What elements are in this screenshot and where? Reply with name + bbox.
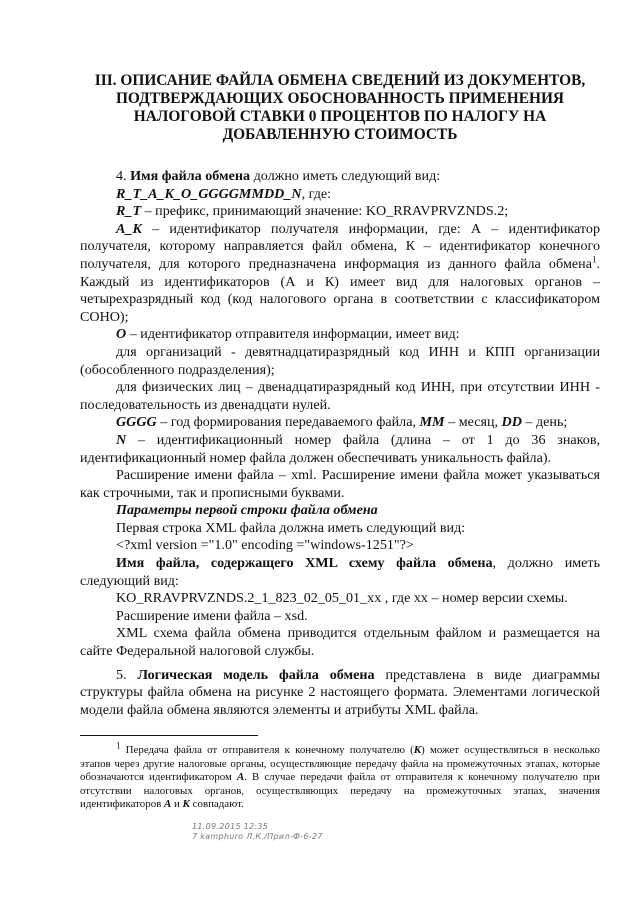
- xml-declaration: <?xml version ="1.0" encoding ="windows-1251"?>: [116, 537, 414, 554]
- text: совпадают.: [189, 798, 244, 811]
- code-term: N: [116, 431, 127, 448]
- paragraph-extension: Расширение имени файла – xml. Расширение имени файла может указываться как строчными, так и прописными буквами.: [80, 467, 600, 501]
- text: – день;: [521, 414, 568, 431]
- code-term: R_T: [116, 203, 142, 220]
- text: Передача файла от отправителя к конечному получателю (: [120, 744, 414, 757]
- footnote-reference[interactable]: 1: [591, 254, 597, 265]
- paragraph-first-line: Первая строка XML файла должна иметь следующий вид:: [116, 519, 466, 536]
- paragraph-prefix: [80, 203, 600, 221]
- print-stamp: [192, 822, 600, 842]
- paragraph-schema-file: KO_RRAVPRVZNDS.2_1_823_02_05_01_xx , где хх – номер версии схемы.: [116, 590, 568, 607]
- bold-term: Имя файла обмена: [130, 168, 251, 184]
- paragraph-schema-location: XML схема файла обмена приводится отдельным файлом и размещается на сайте Федеральной налоговой службы.: [80, 625, 600, 660]
- paragraph-individuals: для физических лиц – двенадцатиразрядный код ИНН, при отсутствии ИНН - последовательность из двенадцати нулей.: [80, 379, 600, 413]
- footnote-separator: [80, 735, 258, 736]
- text: – идентификатор получателя информации, где: А – идентификатор получателя, которому направляется файл обмена, К – идентификатор конечного получателя, для которого предназначена информация из данного файла обмена: [80, 220, 600, 272]
- footnote-area: [80, 735, 600, 812]
- bold-term: Имя файла, содержащего XML схему файла обмена: [116, 555, 493, 572]
- stamp-path: 7 kamphuro Л.К./Прил-Ф-6-27: [192, 831, 323, 841]
- code-term: A_K: [116, 220, 142, 237]
- paragraph-file-number: [80, 432, 600, 467]
- text: – месяц,: [444, 414, 502, 431]
- item-number: 5.: [116, 666, 138, 683]
- text: . В случае передачи файла от отправителя к конечному получателю при отсутствии налоговых органов, осуществляющих передачу на промежуточных этапах, значения идентификаторов: [80, 771, 601, 811]
- paragraph-file-pattern: [80, 186, 600, 204]
- text: должно иметь следующий вид:: [250, 168, 441, 184]
- code-term: А: [164, 798, 172, 811]
- code-term: DD: [501, 414, 522, 431]
- paragraph-file-name: [80, 168, 600, 186]
- code-term: К: [413, 744, 422, 757]
- text: – идентификационный номер файла (длина – от 1 до 36 знаков, идентификационный номер файла должен обеспечивать уникальность файла).: [80, 431, 600, 466]
- section-title: III. ОПИСАНИЕ ФАЙЛА ОБМЕНА СВЕДЕНИЙ ИЗ ДОКУМЕНТОВ, ПОДТВЕРЖДАЮЩИХ ОБОСНОВАННОСТЬ ПРИМЕНЕНИЯ НАЛОГОВОЙ СТАВКИ 0 ПРОЦЕНТОВ ПО НАЛОГУ НА ДОБАВЛЕННУЮ СТОИМОСТЬ: [94, 72, 586, 143]
- footnote: [80, 740, 601, 812]
- text: представлена в виде диаграммы структуры файла обмена на рисунке 2 настоящего формата. Элементами логической модели файла обмена являются элементы и атрибуты XML файла.: [80, 666, 600, 718]
- paragraph-date: [80, 414, 600, 432]
- text: – год формирования передаваемого файла,: [156, 414, 420, 431]
- paragraph-sender-id: [80, 326, 600, 344]
- text: , должно иметь следующий вид:: [80, 555, 601, 589]
- paragraph-recipient-id: [80, 221, 600, 327]
- text: . Каждый из идентификаторов (А и К) имеет вид для налоговых органов – четырехразрядный код (код налогового органа в соответствии с классификатором СОНО);: [80, 255, 600, 325]
- code-term: А: [236, 771, 245, 784]
- footnote-mark: 1: [116, 740, 121, 751]
- paragraph-schema-name: [80, 555, 600, 590]
- text: – префикс, принимающий значение: KO_RRAVPRVZNDS.2;: [141, 203, 509, 220]
- code-term: MM: [419, 414, 445, 431]
- text: , где:: [301, 185, 332, 202]
- item-number: 4.: [116, 168, 131, 184]
- subheading-first-line: Параметры первой строки файла обмена: [116, 502, 378, 519]
- code-term: O: [116, 326, 127, 343]
- code-term: GGGG: [116, 414, 157, 431]
- text: – идентификатор отправителя информации, имеет вид:: [126, 326, 460, 343]
- file-name-pattern: R_T_A_K_O_GGGGMMDD_N: [116, 185, 302, 202]
- text: и: [171, 798, 183, 811]
- code-term: К: [182, 798, 190, 811]
- stamp-date: 11.09.2015 12:35: [192, 821, 269, 831]
- bold-term: Логическая модель файла обмена: [137, 666, 375, 683]
- paragraph-schema-extension: Расширение имени файла – xsd.: [116, 607, 308, 624]
- paragraph-logical-model: [80, 667, 600, 720]
- text: ) может осуществляться в несколько этапов через другие налоговые органы, осуществляющие передачу файла на промежуточных этапах, которые обозначаются идентификатором: [80, 744, 600, 784]
- paragraph-organizations: для организаций - девятнадцатиразрядный код ИНН и КПП организации (обособленного подразделения);: [80, 343, 600, 378]
